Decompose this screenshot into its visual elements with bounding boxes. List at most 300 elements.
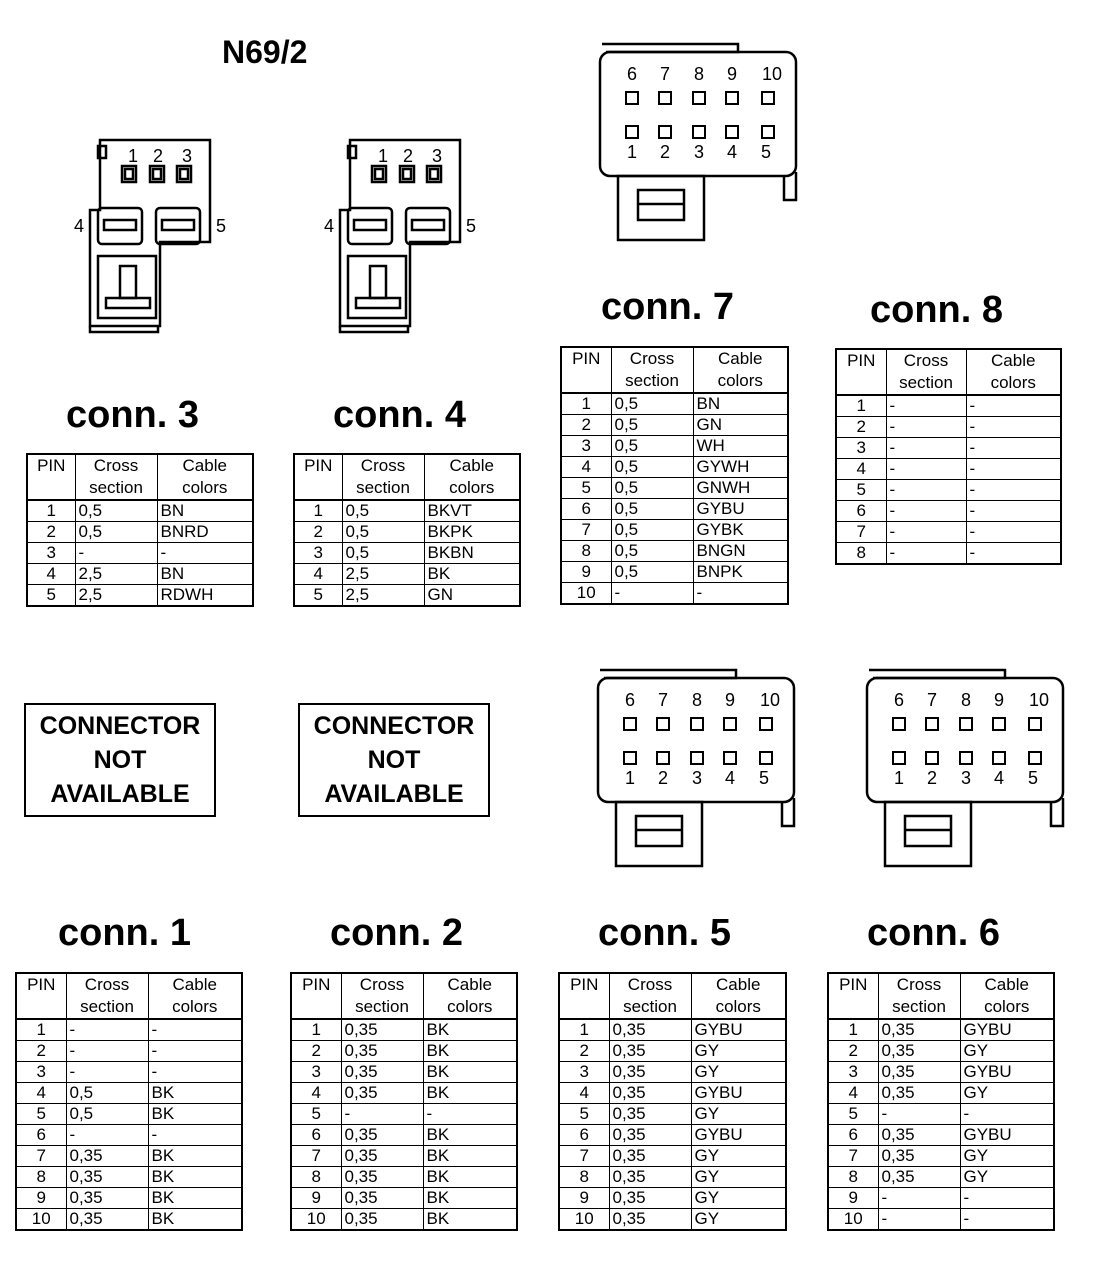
pin-label: 5 — [758, 768, 770, 788]
header-line: Cross — [84, 975, 130, 994]
pin-cell: 6 — [16, 1125, 66, 1146]
header-line: section — [892, 997, 946, 1016]
header-line: colors — [447, 997, 493, 1016]
large-connector-drawing-conn5 — [596, 664, 806, 870]
cross-section-cell: 0,5 — [611, 478, 693, 499]
pin-cell: 9 — [828, 1188, 878, 1209]
table-header-row — [836, 349, 1061, 395]
header-line: Cross — [896, 975, 942, 994]
header-line: Cable — [182, 456, 227, 475]
pin-label: 8 — [691, 690, 703, 710]
table-row — [27, 585, 253, 607]
cable-color-cell: GYBU — [960, 1062, 1054, 1083]
header-line: Cable — [172, 975, 217, 994]
table-header-row — [27, 454, 253, 500]
table-row — [559, 1167, 786, 1188]
pin-cell: 9 — [561, 562, 611, 583]
cross-section-cell: 0,5 — [342, 500, 424, 522]
pin-label: 4 — [323, 216, 335, 236]
cross-section-cell: 0,5 — [75, 500, 157, 522]
pin-cell: 2 — [836, 417, 886, 438]
page-title: N69/2 — [222, 34, 308, 70]
cable-colors-header — [157, 454, 253, 500]
table-row — [561, 478, 788, 499]
cross-section-cell: - — [886, 438, 966, 459]
header-line: Cable — [984, 975, 1029, 994]
table-row — [836, 501, 1061, 522]
table-row — [291, 1209, 517, 1231]
cable-color-cell: RDWH — [157, 585, 253, 607]
header-line: colors — [990, 373, 1036, 392]
cable-color-cell: BK — [148, 1209, 242, 1231]
cross-section-cell: - — [878, 1104, 960, 1125]
cable-color-cell: BK — [423, 1167, 517, 1188]
table-row — [836, 395, 1061, 417]
cable-color-cell: WH — [693, 436, 788, 457]
pin-label: 8 — [960, 690, 972, 710]
pin-label: 2 — [402, 146, 414, 166]
header-line: Cross — [359, 975, 405, 994]
conn-4-title: conn. 4 — [333, 394, 467, 436]
table-row — [836, 417, 1061, 438]
cross-section-cell: 0,35 — [341, 1125, 423, 1146]
table-row — [294, 500, 520, 522]
cable-color-cell: - — [966, 395, 1061, 417]
cross-section-cell: - — [66, 1041, 148, 1062]
table-header-row — [294, 454, 520, 500]
pin-cell: 2 — [561, 415, 611, 436]
pin-header: PIN — [27, 454, 75, 500]
connector-not-available-notice — [298, 703, 490, 817]
table-row — [828, 1083, 1054, 1104]
notice-line: AVAILABLE — [50, 780, 190, 808]
cross-section-header — [341, 973, 423, 1019]
cross-section-cell: 0,35 — [609, 1167, 691, 1188]
table-row — [561, 457, 788, 478]
cable-colors-header — [148, 973, 242, 1019]
table-row — [559, 1019, 786, 1041]
pin-cell: 5 — [27, 585, 75, 607]
pin-cell: 2 — [27, 522, 75, 543]
pin-cell: 1 — [561, 393, 611, 415]
table-row — [559, 1146, 786, 1167]
cable-color-cell: BKBN — [424, 543, 520, 564]
cable-color-cell: GY — [691, 1104, 786, 1125]
pin-label: 3 — [431, 146, 443, 166]
table-row — [559, 1041, 786, 1062]
pin-cell: 4 — [828, 1083, 878, 1104]
conn-6-pin-table — [827, 972, 1055, 1231]
conn-2-title: conn. 2 — [330, 912, 464, 954]
pin-cell: 5 — [561, 478, 611, 499]
cross-section-cell: - — [66, 1062, 148, 1083]
table-row — [291, 1062, 517, 1083]
header-line: section — [899, 373, 953, 392]
table-row — [294, 564, 520, 585]
cross-section-cell: - — [611, 583, 693, 605]
pin-cell: 2 — [828, 1041, 878, 1062]
header-line: Cable — [447, 975, 492, 994]
cross-section-cell: 0,5 — [611, 562, 693, 583]
cable-colors-header — [691, 973, 786, 1019]
pin-cell: 3 — [836, 438, 886, 459]
pin-cell: 1 — [559, 1019, 609, 1041]
cable-color-cell: - — [966, 543, 1061, 565]
pin-cell: 1 — [836, 395, 886, 417]
cable-color-cell: BK — [423, 1041, 517, 1062]
pin-cell: 10 — [291, 1209, 341, 1231]
cross-section-cell: 0,35 — [66, 1167, 148, 1188]
cross-section-cell: - — [886, 417, 966, 438]
cross-section-cell: 0,5 — [611, 520, 693, 541]
pin-cell: 4 — [294, 564, 342, 585]
table-header-row — [291, 973, 517, 1019]
cable-color-cell: BK — [148, 1188, 242, 1209]
conn-3-pin-table — [26, 453, 254, 607]
table-row — [291, 1041, 517, 1062]
pin-cell: 10 — [16, 1209, 66, 1231]
cable-color-cell: - — [966, 417, 1061, 438]
pin-label: 6 — [893, 690, 905, 710]
cross-section-cell: 0,5 — [611, 457, 693, 478]
cable-color-cell: BK — [424, 564, 520, 585]
conn-5-title: conn. 5 — [598, 912, 732, 954]
table-row — [294, 585, 520, 607]
header-line: section — [355, 997, 409, 1016]
table-row — [836, 522, 1061, 543]
cross-section-cell: 0,35 — [609, 1041, 691, 1062]
pin-cell: 7 — [561, 520, 611, 541]
cable-color-cell: GY — [691, 1209, 786, 1231]
pin-cell: 5 — [291, 1104, 341, 1125]
pin-label: 9 — [724, 690, 736, 710]
cross-section-cell: - — [886, 459, 966, 480]
cross-section-cell: - — [886, 522, 966, 543]
cross-section-header — [75, 454, 157, 500]
pin-label: 7 — [657, 690, 669, 710]
table-header-row — [16, 973, 242, 1019]
cross-section-cell: 0,35 — [878, 1083, 960, 1104]
table-row — [559, 1125, 786, 1146]
cross-section-cell: - — [886, 543, 966, 565]
pin-cell: 9 — [16, 1188, 66, 1209]
cable-color-cell: BNPK — [693, 562, 788, 583]
header-line: Cable — [718, 349, 763, 368]
pin-label: 9 — [726, 64, 738, 84]
cross-section-cell: 0,35 — [341, 1019, 423, 1041]
pin-label: 1 — [377, 146, 389, 166]
pin-cell: 7 — [836, 522, 886, 543]
cable-color-cell: GYBU — [960, 1019, 1054, 1041]
pin-cell: 7 — [16, 1146, 66, 1167]
header-line: Cross — [360, 456, 406, 475]
cable-color-cell: - — [148, 1062, 242, 1083]
cable-color-cell: - — [966, 501, 1061, 522]
pin-cell: 6 — [291, 1125, 341, 1146]
cross-section-cell: 0,5 — [611, 499, 693, 520]
table-row — [27, 500, 253, 522]
cable-color-cell: - — [148, 1019, 242, 1041]
header-line: section — [623, 997, 677, 1016]
table-row — [828, 1146, 1054, 1167]
pin-label: 4 — [993, 768, 1005, 788]
table-header-row — [559, 973, 786, 1019]
table-row — [559, 1188, 786, 1209]
header-line: colors — [182, 478, 228, 497]
table-row — [828, 1125, 1054, 1146]
cross-section-header — [66, 973, 148, 1019]
cable-color-cell: BK — [423, 1062, 517, 1083]
cable-color-cell: BK — [148, 1104, 242, 1125]
cross-section-cell: 2,5 — [342, 564, 424, 585]
pin-cell: 2 — [559, 1041, 609, 1062]
cable-color-cell: - — [966, 459, 1061, 480]
cross-section-cell: 0,35 — [66, 1209, 148, 1231]
header-line: Cross — [903, 351, 949, 370]
header-line: section — [89, 478, 143, 497]
pin-cell: 5 — [828, 1104, 878, 1125]
pin-cell: 1 — [291, 1019, 341, 1041]
pin-label: 7 — [659, 64, 671, 84]
table-row — [291, 1083, 517, 1104]
cable-color-cell: - — [423, 1104, 517, 1125]
cross-section-cell: 2,5 — [75, 585, 157, 607]
pin-label: 3 — [181, 146, 193, 166]
pin-cell: 10 — [828, 1209, 878, 1231]
conn-7-title: conn. 7 — [601, 286, 735, 328]
pin-header: PIN — [294, 454, 342, 500]
table-row — [828, 1167, 1054, 1188]
pin-cell: 5 — [16, 1104, 66, 1125]
cross-section-cell: 0,35 — [878, 1019, 960, 1041]
cross-section-cell: 0,35 — [609, 1083, 691, 1104]
cross-section-cell: 0,5 — [611, 415, 693, 436]
table-row — [291, 1146, 517, 1167]
table-row — [16, 1083, 242, 1104]
cross-section-cell: 0,35 — [609, 1125, 691, 1146]
header-line: Cross — [93, 456, 139, 475]
table-row — [836, 438, 1061, 459]
cable-color-cell: GY — [960, 1083, 1054, 1104]
table-row — [16, 1041, 242, 1062]
cable-color-cell: - — [157, 543, 253, 564]
cable-color-cell: GY — [691, 1062, 786, 1083]
pin-cell: 5 — [836, 480, 886, 501]
pin-label: 4 — [726, 142, 738, 162]
pin-cell: 3 — [828, 1062, 878, 1083]
cross-section-cell: 0,5 — [611, 393, 693, 415]
table-row — [561, 520, 788, 541]
pin-label: 6 — [626, 64, 638, 84]
cross-section-cell: 2,5 — [342, 585, 424, 607]
pin-label: 1 — [127, 146, 139, 166]
cable-color-cell: BK — [423, 1083, 517, 1104]
pin-cell: 4 — [836, 459, 886, 480]
cable-color-cell: GYBK — [693, 520, 788, 541]
table-header-row — [828, 973, 1054, 1019]
cable-color-cell: GY — [960, 1167, 1054, 1188]
pin-label: 2 — [657, 768, 669, 788]
cable-color-cell: BK — [423, 1188, 517, 1209]
cross-section-cell: - — [341, 1104, 423, 1125]
pin-label: 3 — [960, 768, 972, 788]
cable-color-cell: - — [148, 1041, 242, 1062]
table-row — [27, 522, 253, 543]
cross-section-cell: 0,5 — [66, 1104, 148, 1125]
table-row — [828, 1019, 1054, 1041]
notice-line: NOT — [367, 746, 421, 774]
header-line: section — [625, 371, 679, 390]
cross-section-cell: 0,35 — [878, 1146, 960, 1167]
cable-color-cell: - — [960, 1188, 1054, 1209]
cable-color-cell: GN — [424, 585, 520, 607]
cross-section-cell: 0,35 — [878, 1125, 960, 1146]
pin-label: 4 — [724, 768, 736, 788]
table-row — [16, 1188, 242, 1209]
pin-cell: 8 — [561, 541, 611, 562]
table-row — [836, 480, 1061, 501]
cable-color-cell: BK — [423, 1146, 517, 1167]
cable-color-cell: BN — [157, 500, 253, 522]
pin-cell: 2 — [294, 522, 342, 543]
cable-color-cell: GYWH — [693, 457, 788, 478]
table-header-row — [561, 347, 788, 393]
header-line: Cable — [449, 456, 494, 475]
table-row — [294, 522, 520, 543]
pin-label: 5 — [760, 142, 772, 162]
pin-cell: 8 — [559, 1167, 609, 1188]
table-row — [561, 393, 788, 415]
conn-2-pin-table — [290, 972, 518, 1231]
conn-6-title: conn. 6 — [867, 912, 1001, 954]
cable-color-cell: BN — [157, 564, 253, 585]
pin-label: 6 — [624, 690, 636, 710]
cross-section-cell: 0,35 — [341, 1062, 423, 1083]
header-line: colors — [717, 371, 763, 390]
conn-3-title: conn. 3 — [66, 394, 200, 436]
table-row — [828, 1062, 1054, 1083]
table-row — [561, 541, 788, 562]
header-line: Cross — [629, 349, 675, 368]
pin-label: 5 — [215, 216, 227, 236]
pin-cell: 7 — [291, 1146, 341, 1167]
cross-section-cell: 0,35 — [341, 1146, 423, 1167]
notice-line: CONNECTOR — [39, 712, 201, 740]
table-row — [291, 1125, 517, 1146]
cross-section-cell: 0,35 — [609, 1019, 691, 1041]
pin-header: PIN — [16, 973, 66, 1019]
pin-cell: 4 — [291, 1083, 341, 1104]
conn-5-pin-table — [558, 972, 787, 1231]
table-row — [16, 1104, 242, 1125]
pin-label: 5 — [1027, 768, 1039, 788]
pin-label: 2 — [152, 146, 164, 166]
cable-color-cell: GYBU — [691, 1019, 786, 1041]
pin-header: PIN — [559, 973, 609, 1019]
pin-header: PIN — [828, 973, 878, 1019]
pin-header: PIN — [291, 973, 341, 1019]
pin-label: 8 — [693, 64, 705, 84]
pin-cell: 1 — [294, 500, 342, 522]
small-connector-drawing-conn4 — [320, 136, 490, 341]
table-row — [16, 1125, 242, 1146]
cross-section-header — [878, 973, 960, 1019]
cable-color-cell: GY — [691, 1041, 786, 1062]
pin-label: 2 — [926, 768, 938, 788]
cross-section-cell: 0,5 — [342, 543, 424, 564]
header-line: colors — [449, 478, 495, 497]
pin-cell: 3 — [294, 543, 342, 564]
cross-section-cell: 0,5 — [611, 541, 693, 562]
cross-section-cell: 0,5 — [342, 522, 424, 543]
cross-section-cell: - — [886, 501, 966, 522]
large-connector-drawing-conn7 — [598, 38, 808, 244]
cable-color-cell: - — [966, 522, 1061, 543]
small-connector-drawing-conn3 — [70, 136, 240, 341]
pin-cell: 3 — [291, 1062, 341, 1083]
table-row — [559, 1104, 786, 1125]
table-row — [291, 1188, 517, 1209]
notice-line: CONNECTOR — [313, 712, 475, 740]
cross-section-cell: 0,35 — [66, 1146, 148, 1167]
pin-cell: 3 — [561, 436, 611, 457]
table-row — [27, 564, 253, 585]
cross-section-cell: - — [66, 1125, 148, 1146]
table-row — [16, 1062, 242, 1083]
header-line: Cross — [627, 975, 673, 994]
cable-colors-header — [960, 973, 1054, 1019]
cross-section-cell: - — [878, 1209, 960, 1231]
pin-label: 1 — [624, 768, 636, 788]
pin-cell: 6 — [559, 1125, 609, 1146]
pin-cell: 3 — [27, 543, 75, 564]
pin-cell: 6 — [828, 1125, 878, 1146]
cross-section-header — [886, 349, 966, 395]
pin-cell: 2 — [16, 1041, 66, 1062]
pin-label: 1 — [626, 142, 638, 162]
table-row — [828, 1041, 1054, 1062]
notice-line: NOT — [93, 746, 147, 774]
pin-cell: 4 — [27, 564, 75, 585]
header-line: colors — [172, 997, 218, 1016]
pin-cell: 8 — [291, 1167, 341, 1188]
cross-section-cell: 2,5 — [75, 564, 157, 585]
cross-section-cell: 0,35 — [341, 1209, 423, 1231]
table-row — [27, 543, 253, 564]
table-row — [291, 1104, 517, 1125]
pin-label: 3 — [691, 768, 703, 788]
pin-cell: 8 — [828, 1167, 878, 1188]
cross-section-cell: - — [75, 543, 157, 564]
cross-section-cell: 0,35 — [341, 1083, 423, 1104]
cross-section-cell: 0,35 — [341, 1167, 423, 1188]
table-row — [559, 1209, 786, 1231]
pin-header: PIN — [836, 349, 886, 395]
pin-label: 10 — [759, 690, 781, 710]
cable-color-cell: BKPK — [424, 522, 520, 543]
pin-label: 4 — [73, 216, 85, 236]
conn-8-title: conn. 8 — [870, 289, 1004, 331]
pin-label: 3 — [693, 142, 705, 162]
table-row — [836, 543, 1061, 565]
cable-color-cell: - — [693, 583, 788, 605]
cable-color-cell: GYBU — [691, 1125, 786, 1146]
cross-section-cell: 0,35 — [609, 1209, 691, 1231]
pin-cell: 7 — [559, 1146, 609, 1167]
pin-cell: 1 — [16, 1019, 66, 1041]
cable-color-cell: BK — [423, 1125, 517, 1146]
cross-section-header — [609, 973, 691, 1019]
